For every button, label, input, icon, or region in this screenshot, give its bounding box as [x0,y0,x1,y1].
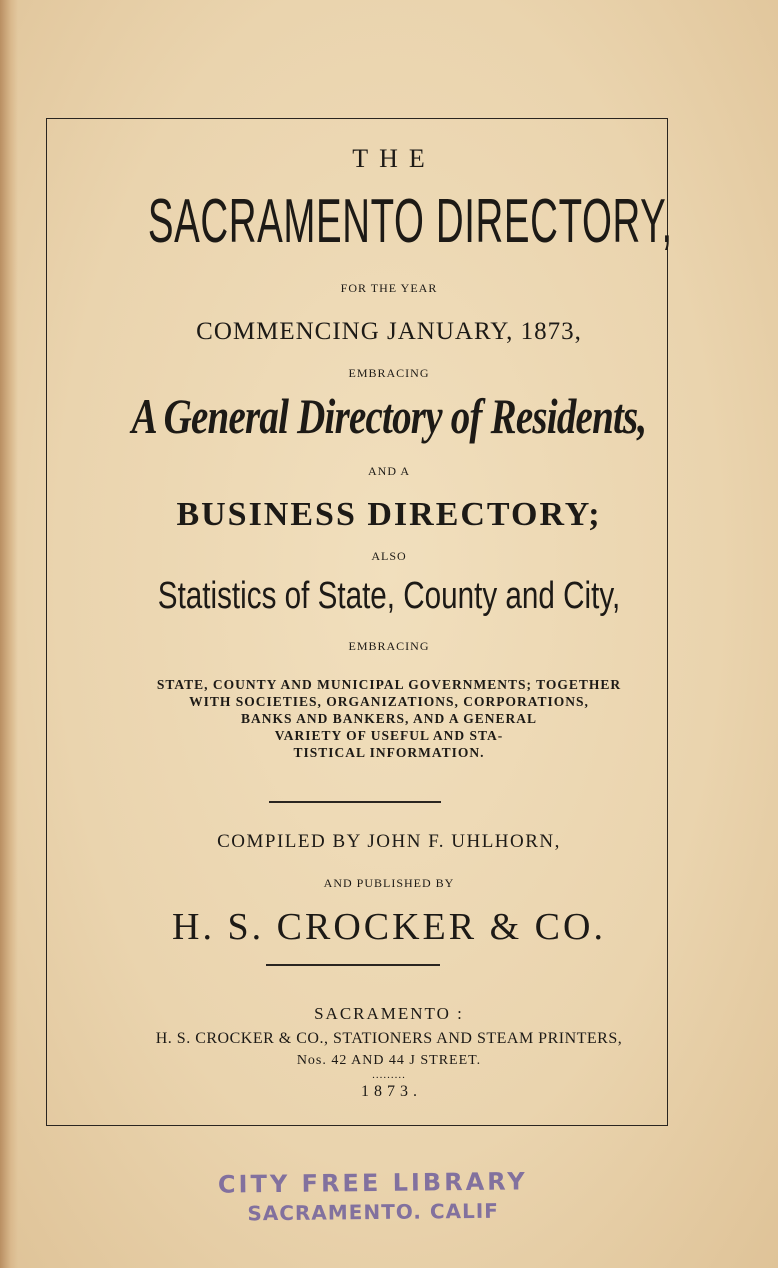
library-stamp [188,1166,559,1228]
for-the-year-text: FOR THE YEAR [340,281,438,295]
also-label: ALSO [371,549,407,563]
general-directory-heading: A General Directory of Residents, [131,388,647,444]
description-line: STATE, COUNTY AND MUNICIPAL GOVERNMENTS; TOGETHER [156,677,622,692]
embracing-label-2: EMBRACING [348,639,430,653]
divider-rule-2 [266,964,440,966]
description-line: VARIETY OF USEFUL AND STA- [274,728,504,743]
printers-text: H. S. CROCKER & CO., STATIONERS AND STEAM PRINTERS, [155,1030,623,1047]
and-a-label: AND A [367,464,410,478]
statistics-heading: Statistics of State, County and City, [157,575,621,617]
compiled-by-text: COMPILED BY JOHN F. UHLHORN, [217,831,561,852]
stamp-line-1: CITY FREE LIBRARY [217,1167,528,1199]
description-line: TISTICAL INFORMATION. [293,745,485,760]
page-title: SACRAMENTO DIRECTORY, [147,187,673,256]
business-directory-heading: BUSINESS DIRECTORY; [176,496,602,533]
description-line: BANKS AND BANKERS, AND A GENERAL [240,711,538,726]
embracing-label-1: EMBRACING [348,366,430,380]
description-paragraph [0,676,778,761]
dots-ornament: ......... [372,1069,406,1081]
divider-rule-1 [269,801,441,803]
street-address-text: Nos. 42 AND 44 J STREET. [296,1053,482,1068]
title-page-border [46,118,673,1126]
place-text: SACRAMENTO : [314,1004,464,1023]
description-line: WITH SOCIETIES, ORGANIZATIONS, CORPORATIONS, [189,694,589,709]
heading-the: THE [352,144,436,173]
publication-year: 1873. [361,1083,422,1100]
stamp-line-2: SACRAMENTO. CALIF [247,1198,500,1226]
commencing-date-text: COMMENCING JANUARY, 1873, [196,318,582,345]
and-published-by-label: AND PUBLISHED BY [323,876,455,890]
publisher-name: H. S. CROCKER & CO. [172,906,606,948]
